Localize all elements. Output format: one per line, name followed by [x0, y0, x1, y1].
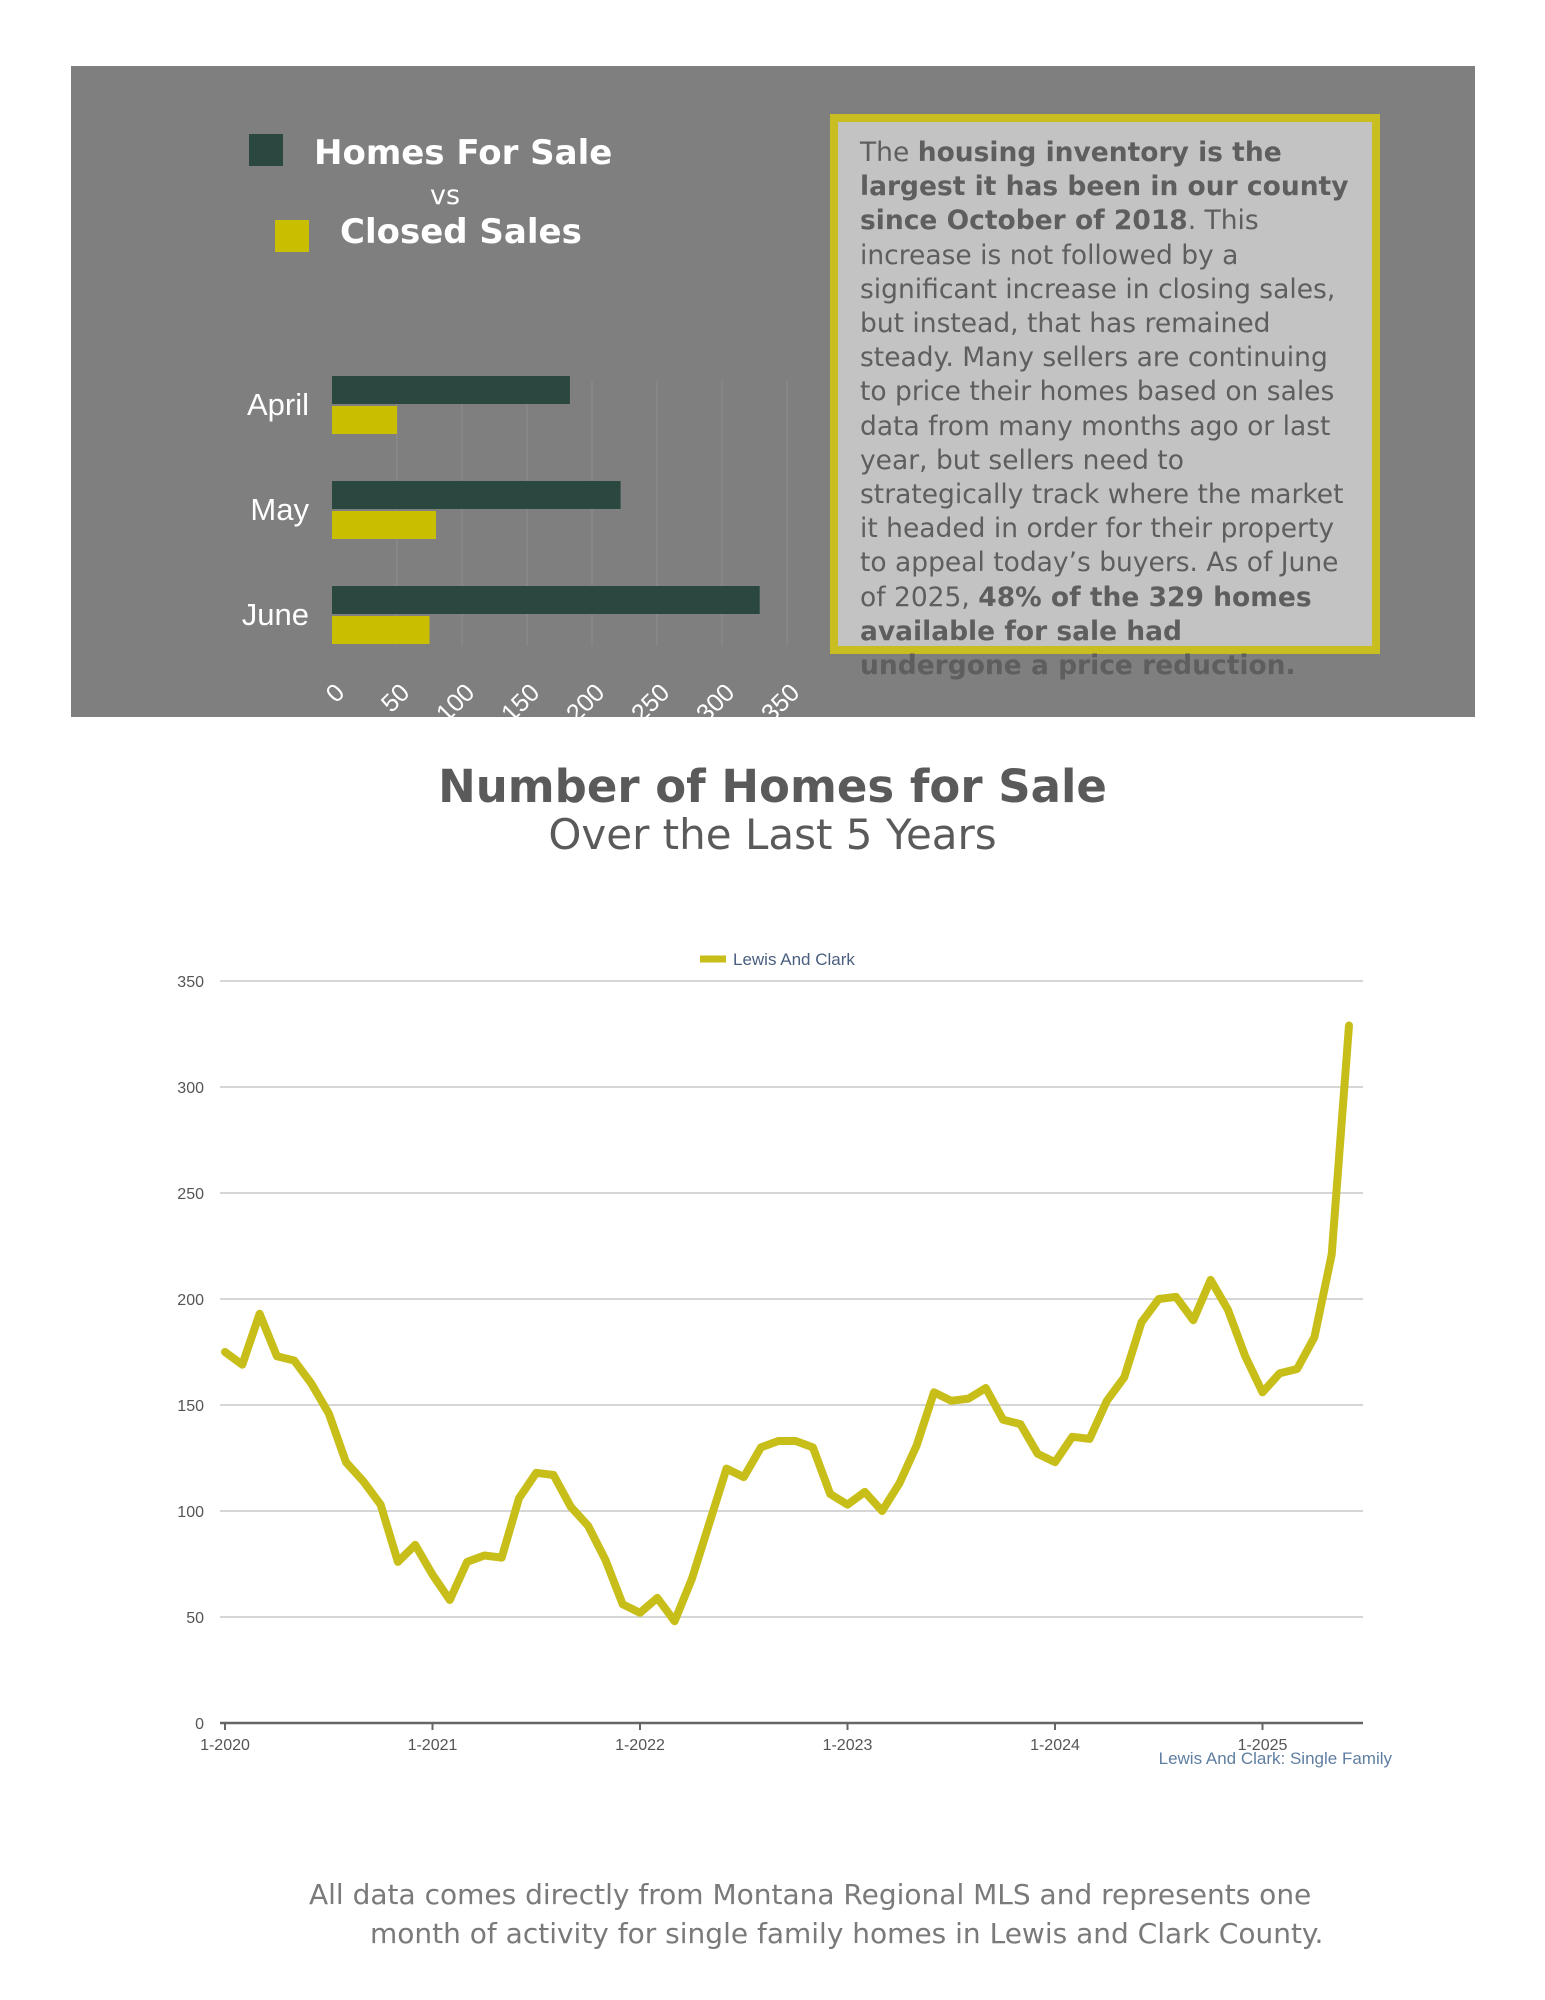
footnote-line-1: All data comes directly from Montana Regional MLS and represents one: [309, 1878, 1312, 1911]
bar-x-tick-label: 350: [755, 678, 806, 728]
footnote-line-2: month of activity for single family homes in Lewis and Clark County.: [370, 1917, 1324, 1950]
line-chart-subtitle: Over the Last 5 Years: [548, 810, 997, 859]
bar-category-label: April: [246, 387, 309, 422]
line-chart: [0, 930, 1545, 1768]
legend-vs-label: vs: [430, 180, 461, 211]
line-y-tick-label: 0: [195, 1716, 204, 1733]
info-text-highlight-inventory: housing inventory is the largest it has been in our county since October of 2018: [860, 137, 1349, 237]
line-legend-label: Lewis And Clark: [733, 950, 855, 969]
bar-x-tick-label: 100: [430, 678, 481, 728]
line-y-tick-label: 250: [177, 1186, 204, 1203]
legend-swatch-closed-sales: [275, 220, 309, 252]
bar-x-tick-label: 150: [495, 678, 546, 728]
bar-x-tick-label: 50: [375, 678, 416, 718]
legend-swatch-homes-for-sale: [249, 134, 283, 166]
summary-panel: [71, 66, 1475, 728]
bar-category-label: May: [250, 492, 309, 527]
bar-x-tick-label: 200: [560, 678, 611, 728]
info-text-body: . This increase is not followed by a significant increase in closing sales, but instead, that has remained steady. Many sellers are continuing to price their homes based on sales data from many months ago or last year, but sellers need to strategically track where the market it headed in order for their property to appeal today’s buyers. As of June of 2025,: [860, 205, 1344, 613]
legend-label-homes-for-sale: Homes For Sale: [314, 133, 613, 173]
line-y-tick-label: 50: [186, 1610, 204, 1627]
info-text-intro: The: [860, 137, 918, 168]
bar-category-label: June: [241, 597, 309, 632]
line-x-tick-label: 1-2023: [822, 1737, 873, 1754]
line-x-tick-label: 1-2024: [1030, 1737, 1080, 1754]
bar-x-tick-label: 250: [625, 678, 676, 728]
line-x-tick-label: 1-2020: [200, 1737, 250, 1754]
bar-x-tick-label: 300: [690, 678, 741, 728]
info-text-highlight-reduction: 48% of the 329 homes available for sale had undergone a price reduction.: [860, 581, 1312, 682]
bar-homes-for-sale: [332, 376, 570, 404]
line-y-tick-label: 350: [177, 974, 204, 991]
bar-closed-sales: [332, 616, 430, 644]
bar-x-tick-label: 0: [320, 678, 351, 709]
line-x-tick-label: 1-2022: [615, 1737, 665, 1754]
line-series-lewis-and-clark: [225, 1026, 1349, 1622]
line-y-tick-label: 200: [177, 1292, 204, 1309]
legend-label-closed-sales: Closed Sales: [340, 212, 582, 252]
line-x-tick-label: 1-2021: [407, 1737, 458, 1754]
line-y-tick-label: 150: [177, 1398, 204, 1415]
line-y-tick-label: 300: [177, 1080, 204, 1097]
line-x-tick-label: 1-2025: [1237, 1737, 1288, 1754]
bar-homes-for-sale: [332, 586, 760, 614]
bar-chart: [151, 296, 806, 728]
inventory-info-box: [830, 114, 1380, 682]
line-y-tick-label: 100: [177, 1504, 204, 1521]
bar-homes-for-sale: [332, 481, 621, 509]
line-source-label: Lewis And Clark: Single Family: [1158, 1749, 1392, 1768]
line-chart-title: Number of Homes for Sale: [438, 760, 1107, 813]
bar-closed-sales: [332, 406, 397, 434]
bar-closed-sales: [332, 511, 436, 539]
